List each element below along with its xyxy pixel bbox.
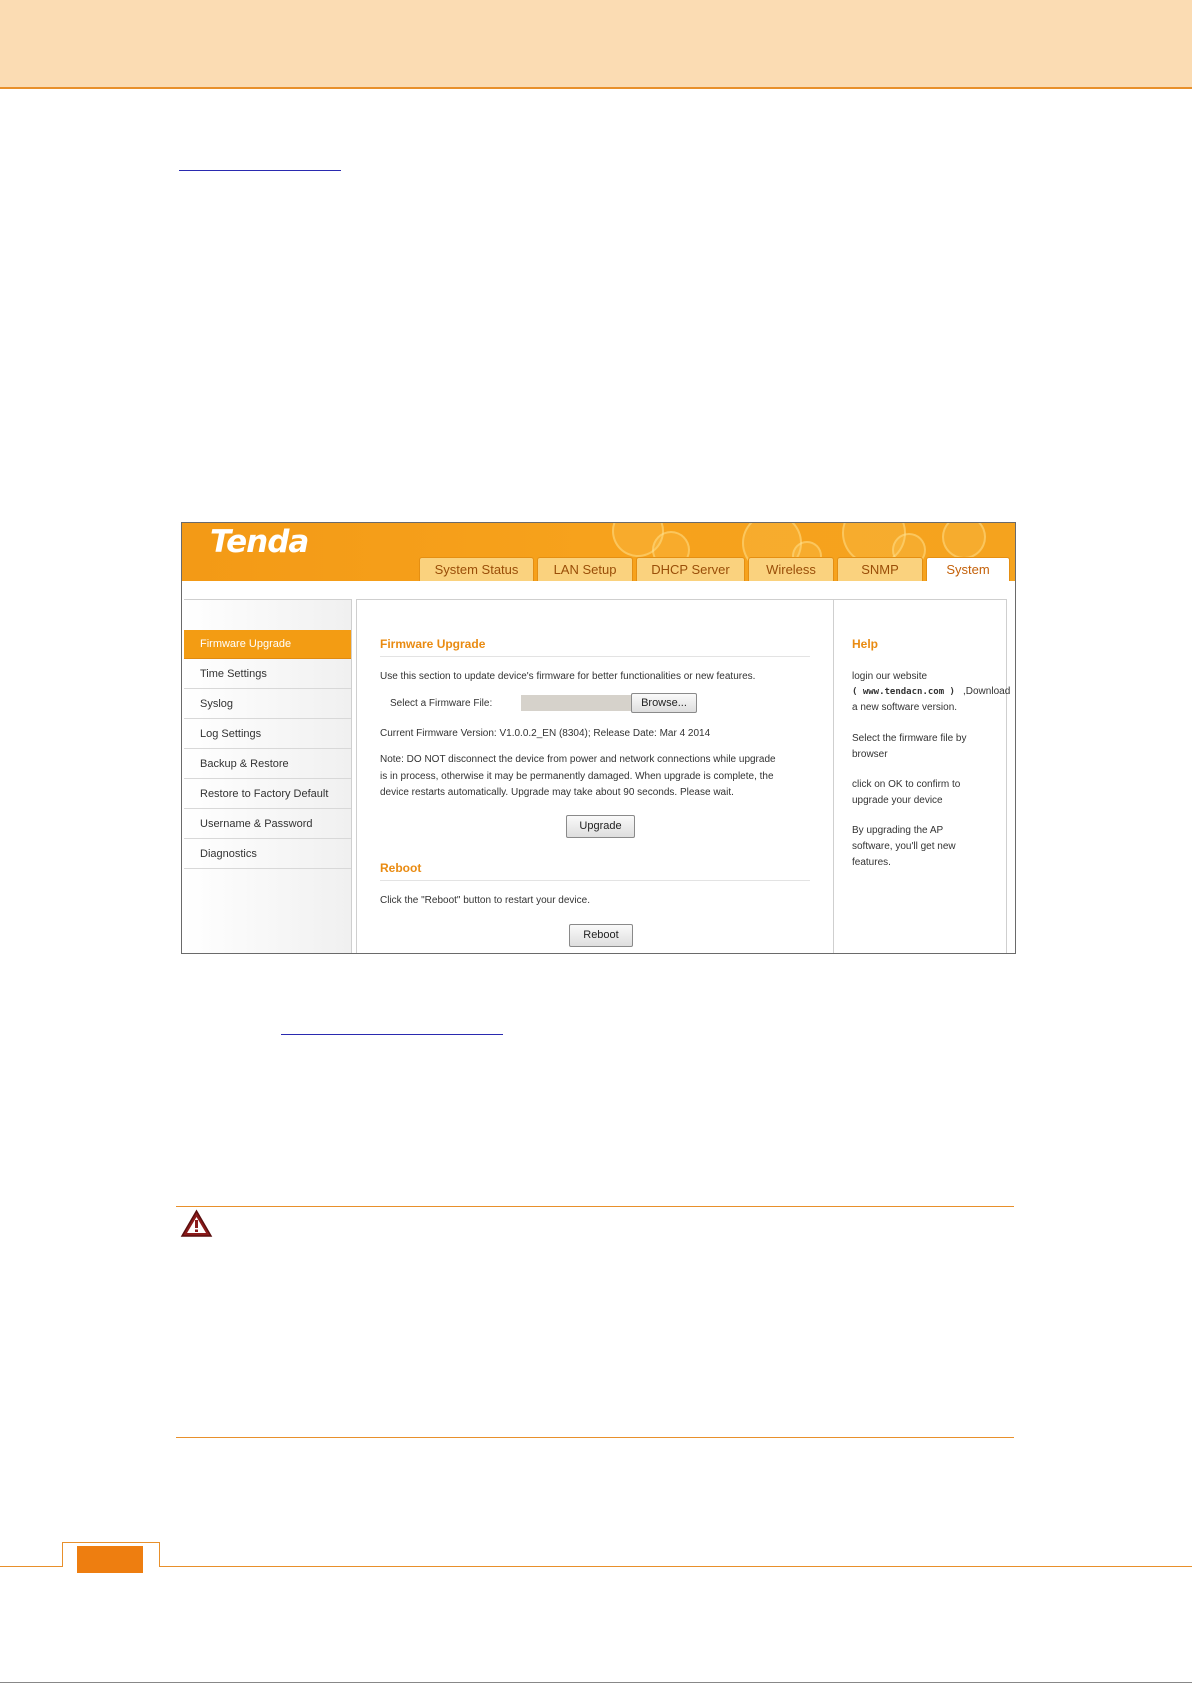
page-number-box	[77, 1546, 143, 1573]
help-text: ( www.tendacn.com )	[852, 687, 955, 697]
help-text: a new software version.	[852, 702, 958, 713]
firmware-file-input[interactable]	[521, 695, 637, 711]
sidebar-item-username-password[interactable]: Username & Password	[184, 810, 351, 839]
tab-lan-setup[interactable]: LAN Setup	[537, 557, 633, 581]
tab-snmp[interactable]: SNMP	[837, 557, 923, 581]
main-tabs	[419, 557, 1013, 581]
firmware-upgrade-title: Firmware Upgrade	[380, 637, 486, 651]
help-text: ,Download	[963, 686, 1011, 697]
decor-bubble	[942, 522, 986, 559]
sidebar-item-diagnostics[interactable]: Diagnostics	[184, 840, 351, 869]
warning-top-rule	[176, 1206, 1014, 1207]
upgrade-button[interactable]: Upgrade	[566, 815, 635, 838]
help-text: features.	[852, 857, 891, 868]
divider	[380, 880, 810, 881]
sidebar-item-restore-factory-default[interactable]: Restore to Factory Default	[184, 780, 351, 809]
reboot-title: Reboot	[380, 861, 422, 875]
footer-rule	[0, 1566, 1192, 1567]
help-text: upgrade your device	[852, 795, 943, 806]
select-firmware-label: Select a Firmware File:	[390, 698, 493, 709]
sidebar-item-firmware-upgrade[interactable]: Firmware Upgrade	[184, 630, 351, 659]
warning-triangle-icon	[180, 1209, 213, 1243]
tab-wireless[interactable]: Wireless	[748, 557, 834, 581]
sidebar-item-syslog[interactable]: Syslog	[184, 690, 351, 719]
browse-button[interactable]: Browse...	[631, 693, 697, 713]
help-text: login our website	[852, 671, 928, 682]
top-banner	[182, 523, 1015, 581]
warning-bottom-rule	[176, 1437, 1014, 1438]
bottom-rule	[0, 1682, 1192, 1683]
upgrade-note-line-3: device restarts automatically. Upgrade may take about 90 seconds. Please wait.	[380, 787, 734, 798]
sidebar-item-backup-restore[interactable]: Backup & Restore	[184, 750, 351, 779]
current-firmware-version: Current Firmware Version: V1.0.0.2_EN (8304); Release Date: Mar 4 2014	[380, 728, 711, 739]
upgrade-note-line-2: is in process, otherwise it may be permanently damaged. When upgrade is complete, the	[380, 771, 774, 782]
upgrade-note-line-1: Note: DO NOT disconnect the device from power and network connections while upgrade	[380, 754, 776, 765]
page-header-band	[0, 0, 1192, 89]
tenda-logo: Tenda	[210, 524, 309, 560]
firmware-intro-text: Use this section to update device's firmware for better functionalities or new features.	[380, 671, 756, 682]
help-text: Select the firmware file by	[852, 733, 967, 744]
reboot-instruction-text: Click the "Reboot" button to restart your device.	[380, 895, 590, 906]
hyperlink-underline[interactable]	[179, 170, 341, 171]
divider	[380, 656, 810, 657]
router-web-ui-screenshot	[181, 522, 1016, 954]
help-text: By upgrading the AP	[852, 825, 944, 836]
hyperlink-underline[interactable]	[281, 1034, 503, 1035]
help-text: software, you'll get new	[852, 841, 956, 852]
sidebar	[184, 599, 352, 954]
help-text: click on OK to confirm to	[852, 779, 961, 790]
tab-dhcp-server[interactable]: DHCP Server	[636, 557, 745, 581]
sidebar-item-time-settings[interactable]: Time Settings	[184, 660, 351, 689]
tab-system-status[interactable]: System Status	[419, 557, 534, 581]
reboot-button[interactable]: Reboot	[569, 924, 633, 947]
sidebar-item-log-settings[interactable]: Log Settings	[184, 720, 351, 749]
tab-system[interactable]: System	[926, 557, 1010, 581]
help-title: Help	[852, 637, 879, 651]
help-text: browser	[852, 749, 888, 760]
